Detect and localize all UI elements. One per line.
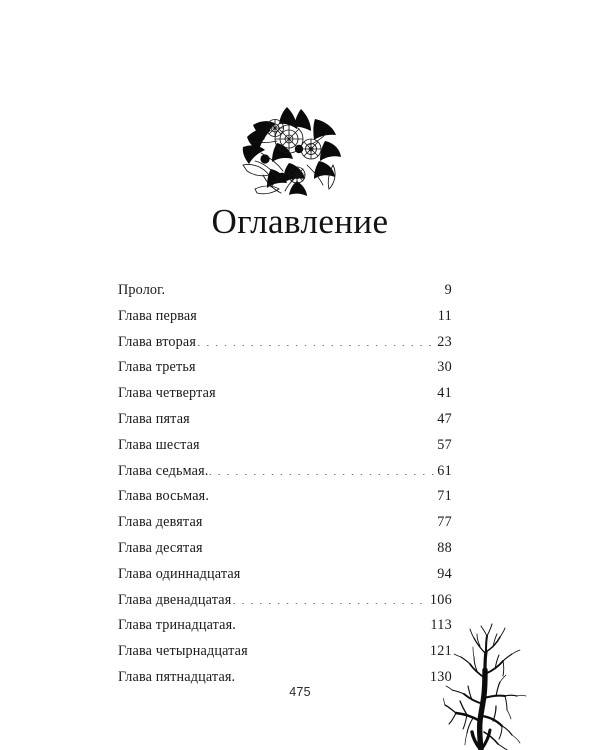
toc-entry-page-number: 41 bbox=[437, 385, 452, 402]
toc-entry[interactable] bbox=[118, 562, 452, 588]
toc-entry[interactable] bbox=[118, 613, 452, 639]
toc-entry-label: Глава седьмая. bbox=[118, 462, 209, 479]
toc-leader-dots bbox=[235, 667, 429, 681]
toc-leader-dots bbox=[204, 538, 436, 552]
toc-entry-page-number: 61 bbox=[437, 462, 452, 479]
toc-entry[interactable] bbox=[118, 484, 452, 510]
toc-entry[interactable] bbox=[118, 639, 452, 665]
toc-entry-page-number: 23 bbox=[437, 333, 452, 350]
toc-entry[interactable] bbox=[118, 330, 452, 356]
toc-entry-page-number: 113 bbox=[430, 617, 452, 634]
toc-entry[interactable] bbox=[118, 278, 452, 304]
toc-leader-dots bbox=[201, 435, 436, 449]
toc-leader-dots bbox=[209, 460, 437, 474]
toc-entry-label: Глава третья bbox=[118, 359, 196, 376]
toc-entry-page-number: 130 bbox=[429, 668, 452, 685]
toc-entry[interactable] bbox=[118, 304, 452, 330]
toc-entry-page-number: 121 bbox=[429, 643, 452, 660]
toc-leader-dots bbox=[197, 357, 437, 371]
toc-entry[interactable] bbox=[118, 407, 452, 433]
toc-entry-page-number: 11 bbox=[437, 307, 452, 324]
toc-entry[interactable] bbox=[118, 433, 452, 459]
toc-entry-page-number: 88 bbox=[437, 539, 452, 556]
toc-entry-label: Глава шестая bbox=[118, 436, 200, 453]
toc-entry-label: Глава девятая bbox=[118, 514, 203, 531]
toc-leader-dots bbox=[236, 615, 429, 629]
toc-entry-page-number: 30 bbox=[437, 359, 452, 376]
toc-entry-label: Глава четвертая bbox=[118, 385, 216, 402]
toc-leader-dots bbox=[249, 641, 429, 655]
toc-entry-page-number: 77 bbox=[437, 514, 452, 531]
toc-entry-label: Пролог. bbox=[118, 282, 166, 298]
toc-entry-page-number: 9 bbox=[444, 282, 452, 298]
toc-entry-label: Глава тринадцатая. bbox=[118, 617, 236, 634]
page-number: 475 bbox=[289, 685, 311, 699]
toc-entry-label: Глава пятнадцатая. bbox=[118, 668, 236, 685]
toc-entry-page-number: 57 bbox=[437, 436, 452, 453]
toc-leader-dots bbox=[165, 280, 443, 294]
toc-entry-label: Глава первая bbox=[118, 307, 197, 324]
toc-entry[interactable] bbox=[118, 510, 452, 536]
toc-entry-label: Глава восьмая. bbox=[118, 488, 210, 505]
toc-leader-dots bbox=[209, 486, 436, 500]
toc-leader-dots bbox=[217, 383, 436, 397]
toc-entry[interactable] bbox=[118, 588, 452, 614]
toc-entry-label: Глава вторая bbox=[118, 333, 197, 350]
toc-entry-label: Глава двенадцатая bbox=[118, 591, 232, 608]
toc-leader-dots bbox=[197, 331, 436, 345]
toc-leader-dots bbox=[204, 512, 437, 526]
toc-entry-label: Глава десятая bbox=[118, 539, 203, 556]
toc-entry[interactable] bbox=[118, 459, 452, 485]
toc-entry-page-number: 71 bbox=[437, 488, 452, 505]
toc-entry-label: Глава одиннадцатая bbox=[118, 565, 241, 582]
toc-entry[interactable] bbox=[118, 355, 452, 381]
toc-leader-dots bbox=[232, 589, 428, 603]
toc-leader-dots bbox=[191, 409, 436, 423]
page-title: Оглавление bbox=[211, 202, 389, 241]
floral-ornament-icon bbox=[241, 103, 343, 197]
toc-leader-dots bbox=[198, 306, 437, 320]
toc-entry-page-number: 47 bbox=[437, 410, 452, 427]
toc-entry[interactable] bbox=[118, 536, 452, 562]
table-of-contents bbox=[118, 278, 452, 691]
toc-entry-label: Глава четырнадцатая bbox=[118, 643, 248, 660]
toc-leader-dots bbox=[241, 564, 436, 578]
toc-entry-page-number: 106 bbox=[429, 591, 452, 608]
toc-entry-label: Глава пятая bbox=[118, 410, 190, 427]
bare-tree-silhouette-icon bbox=[443, 622, 535, 750]
toc-entry[interactable] bbox=[118, 381, 452, 407]
toc-entry-page-number: 94 bbox=[437, 565, 452, 582]
